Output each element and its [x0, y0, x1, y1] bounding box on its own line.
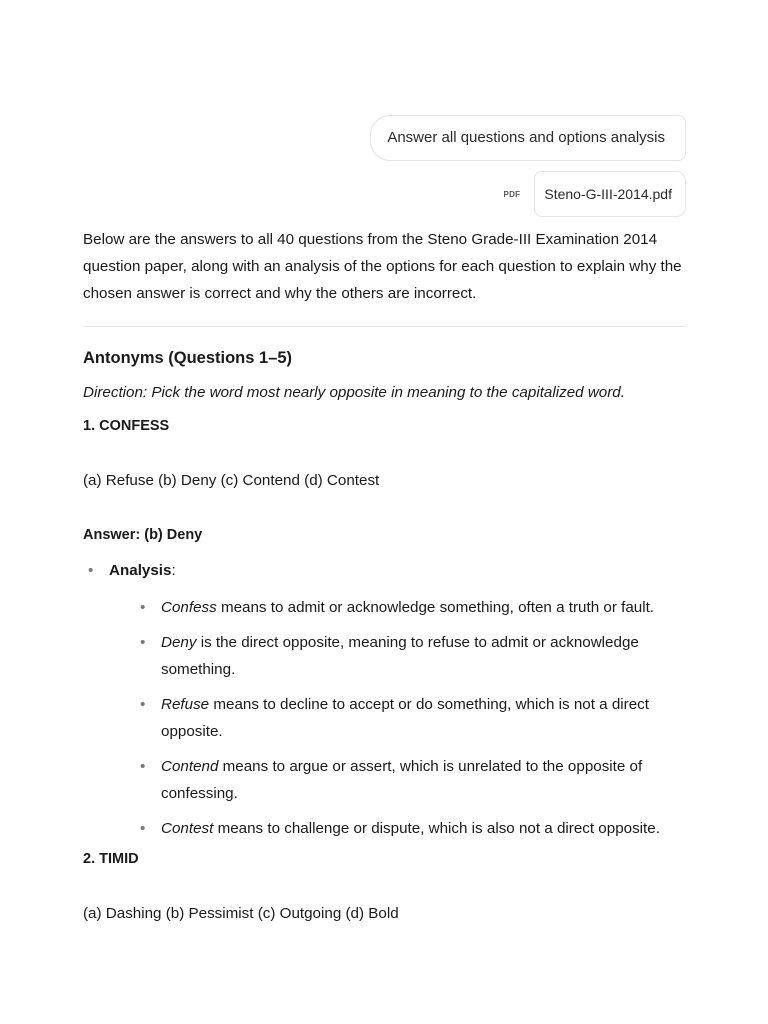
analysis-point [109, 629, 686, 683]
attachment-filename: Steno-G-III-2014.pdf [544, 186, 672, 202]
response-intro: Below are the answers to all 40 questions from the Steno Grade-III Examination 2014 question paper, along with an analysis of the options for each question to explain why the chosen answer is correct and why the others are incorrect. [83, 231, 682, 302]
attachment-chip[interactable] [534, 171, 686, 217]
pdf-file-icon: PDF [503, 189, 521, 199]
analysis-text: is the direct opposite, meaning to refuse to admit or acknowledge something. [161, 634, 639, 678]
section-divider [83, 326, 686, 327]
user-message-text: Answer all questions and options analysis [387, 129, 665, 146]
analysis-term: Refuse [161, 696, 210, 713]
analysis-points [109, 594, 686, 842]
section-direction: Direction: Pick the word most nearly opposite in meaning to the capitalized word. [83, 384, 625, 401]
analysis-label: Analysis [109, 562, 172, 579]
analysis-point [109, 594, 686, 621]
question-2-title: 2. TIMID [83, 851, 139, 867]
analysis-colon: : [171, 562, 176, 579]
analysis-text: means to argue or assert, which is unrelated to the opposite of confessing. [161, 758, 643, 802]
analysis-term: Contest [161, 820, 214, 837]
analysis-point [109, 815, 686, 842]
analysis-list [83, 559, 686, 842]
attachment-row [503, 171, 686, 217]
question-1-options: (a) Refuse (b) Deny (c) Contend (d) Contest [83, 472, 380, 489]
analysis-term: Contend [161, 758, 219, 775]
analysis-text: means to challenge or dispute, which is also not a direct opposite. [213, 820, 660, 837]
analysis-item [83, 559, 686, 842]
analysis-point [109, 753, 686, 807]
question-2-options: (a) Dashing (b) Pessimist (c) Outgoing (d) Bold [83, 905, 399, 922]
question-1-answer: Answer: (b) Deny [83, 527, 203, 543]
analysis-term: Confess [161, 599, 217, 616]
analysis-text: means to decline to accept or do something, which is not a direct opposite. [161, 696, 649, 740]
analysis-text: means to admit or acknowledge something, often a truth or fault. [216, 599, 655, 616]
analysis-point [109, 691, 686, 745]
question-1-title: 1. CONFESS [83, 418, 170, 434]
assistant-response [83, 226, 686, 926]
user-message-bubble [370, 115, 686, 161]
analysis-term: Deny [161, 634, 197, 651]
section-title: Antonyms (Questions 1–5) [83, 349, 293, 367]
